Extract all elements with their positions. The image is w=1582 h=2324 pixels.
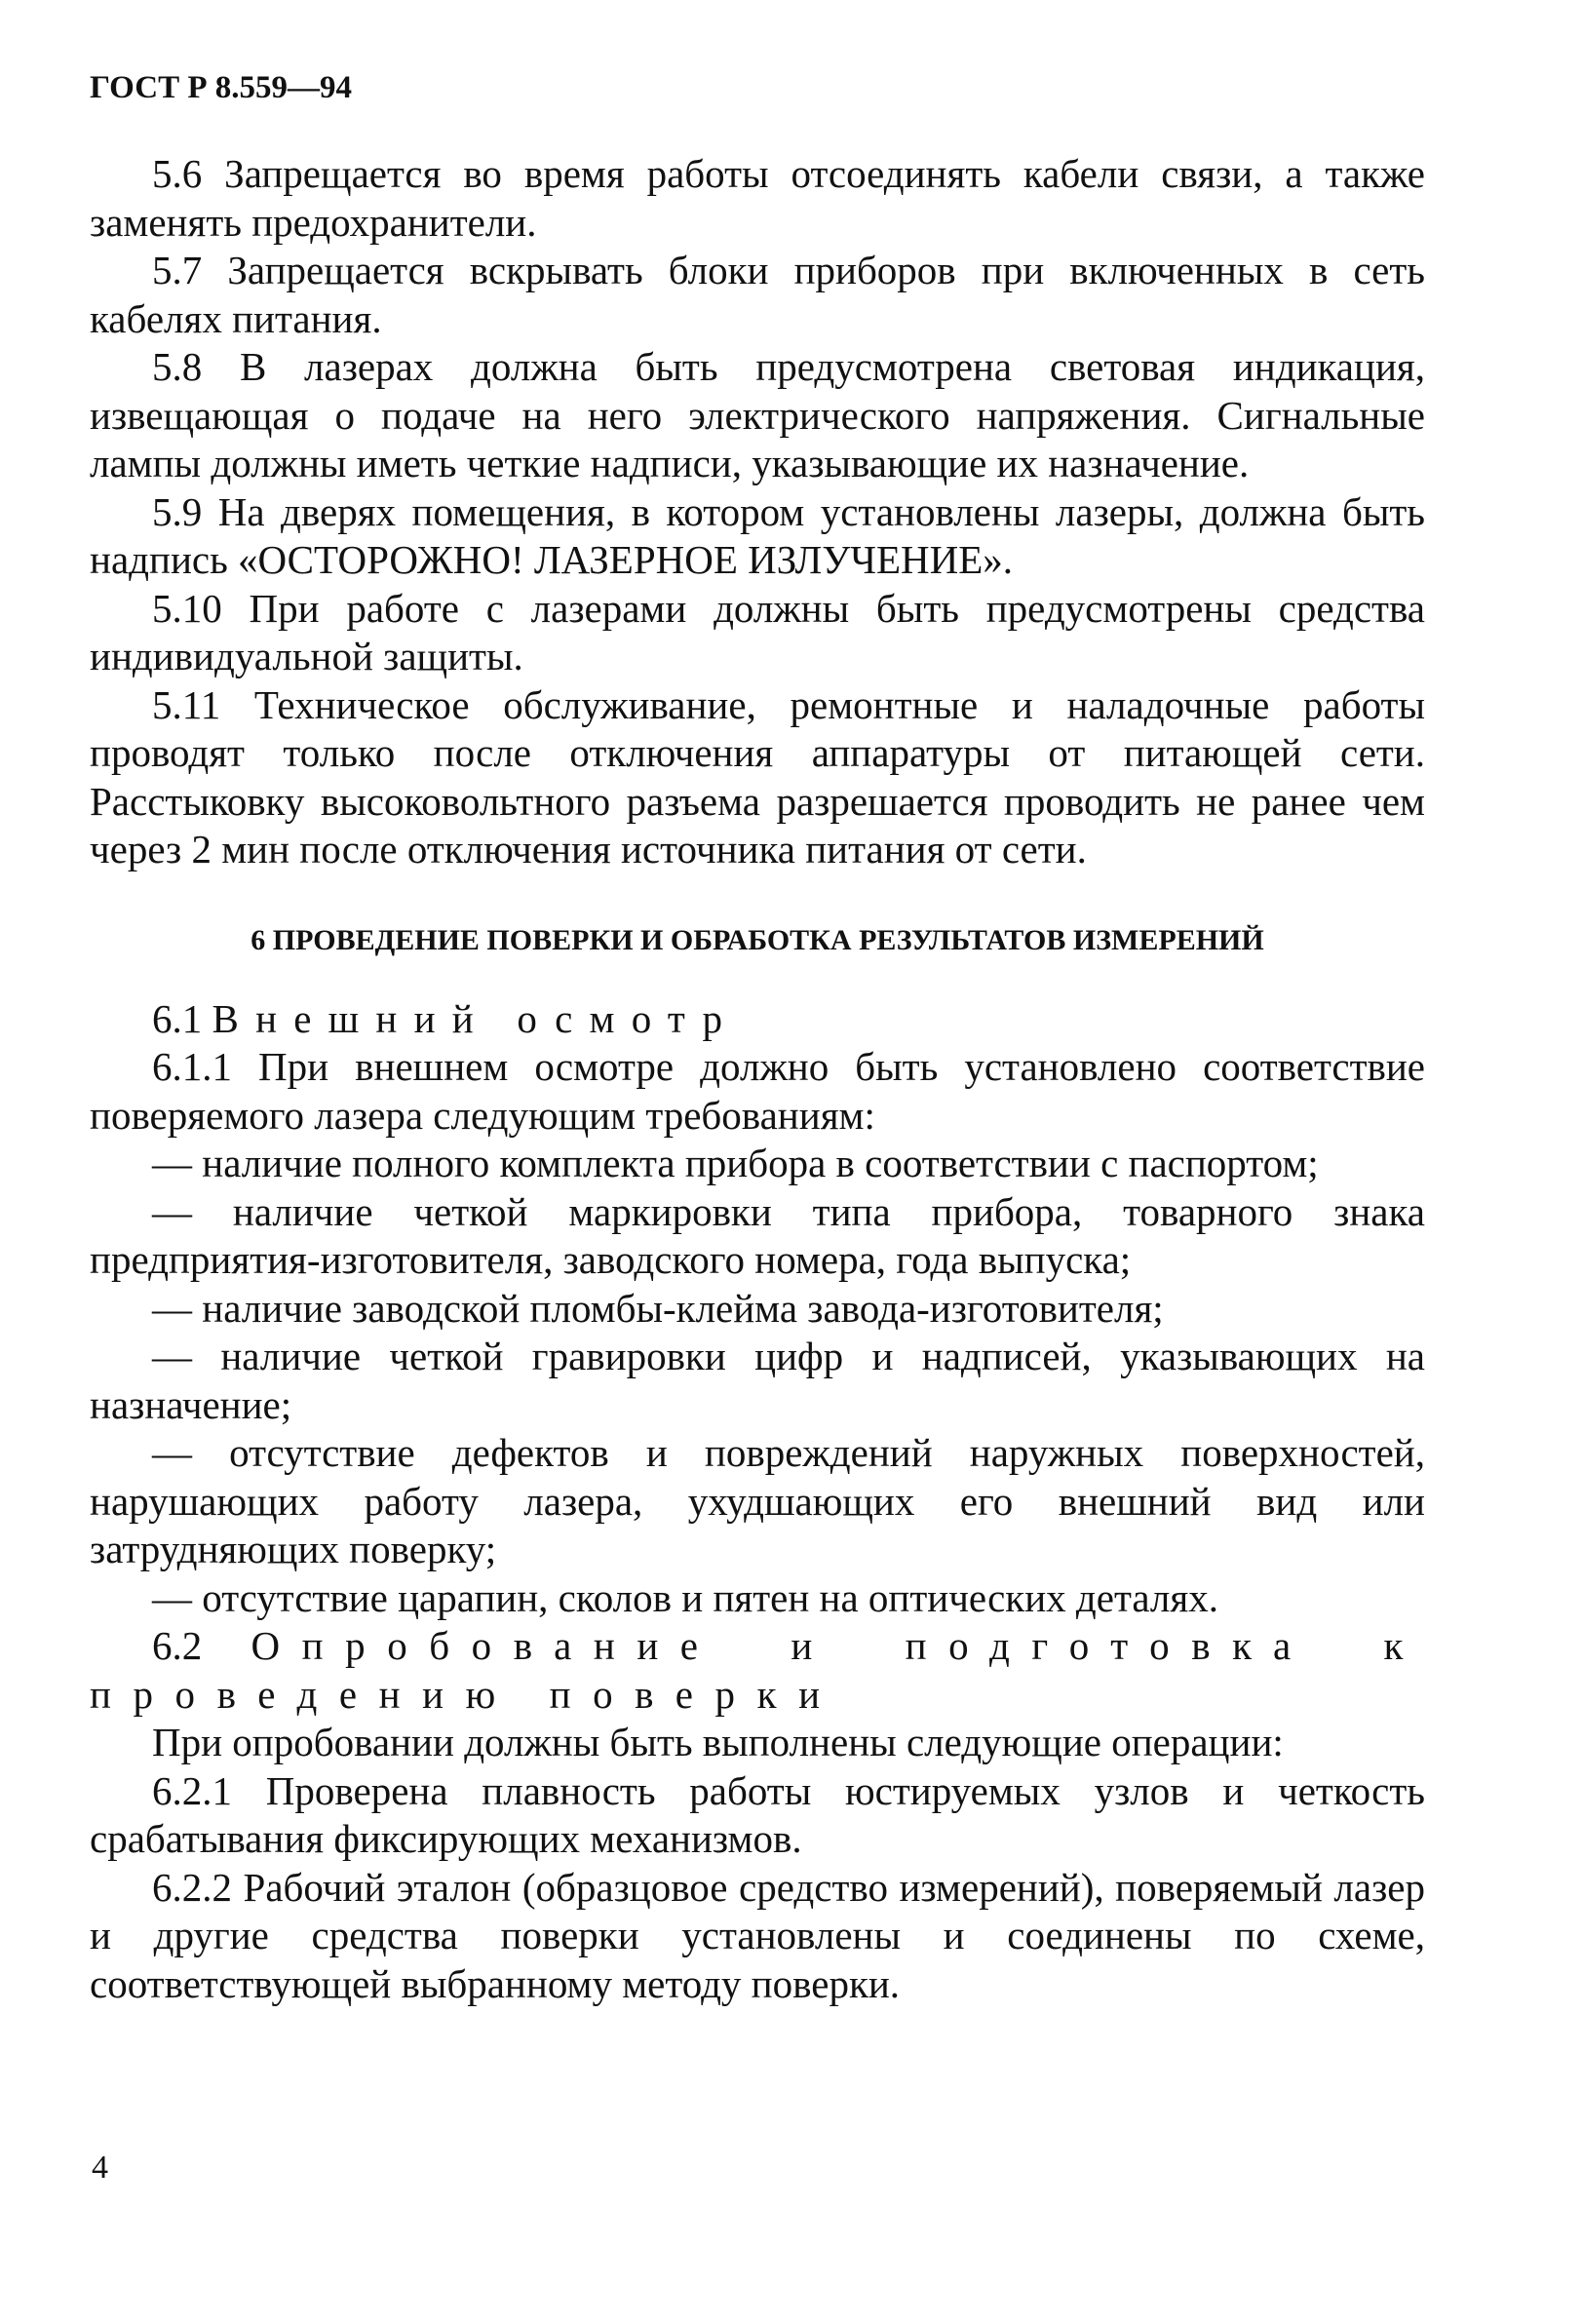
paragraph-5-9: 5.9 На дверях помещения, в котором установлены лазеры, должна быть надпись «ОСТОРОЖНО! ЛАЗЕРНОЕ ИЗЛУЧЕНИЕ». <box>90 488 1425 582</box>
paragraph-6-2-intro: При опробовании должны быть выполнены следующие операции: <box>152 1720 1284 1764</box>
paragraph-6-2-2: 6.2.2 Рабочий эталон (образцовое средство измерений), поверяемый лазер и другие средства поверки установлены и соединены по схеме, соответствующей выбранному методу поверки. <box>90 1864 1425 2006</box>
document-header: ГОСТ Р 8.559—94 <box>90 70 352 105</box>
paragraph-5-7: 5.7 Запрещается вскрывать блоки приборов при включенных в сеть кабелях питания. <box>90 248 1425 341</box>
subsection-6-1-heading <box>90 995 1425 1044</box>
list-item-defects: — отсутствие дефектов и повреждений наружных поверхностей, нарушающих работу лазера, ухудшающих его внешний вид или затрудняющих поверку; <box>90 1430 1425 1571</box>
section-6-heading: 6 ПРОВЕДЕНИЕ ПОВЕРКИ И ОБРАБОТКА РЕЗУЛЬТАТОВ ИЗМЕРЕНИЙ <box>251 923 1264 956</box>
list-item-complete-set: — наличие полного комплекта прибора в соответствии с паспортом; <box>152 1141 1319 1185</box>
paragraph-6-1-1: 6.1.1 При внешнем осмотре должно быть установлено соответствие поверяемого лазера следующим требованиям: <box>90 1044 1425 1138</box>
subsection-6-1-title: Внешний осмотр <box>212 995 740 1041</box>
paragraph-5-10: 5.10 При работе с лазерами должны быть предусмотрены средства индивидуальной защиты. <box>90 585 1425 678</box>
list-item-seal: — наличие заводской пломбы-клейма завода-изготовителя; <box>152 1285 1164 1331</box>
page-number: 4 <box>92 2150 108 2186</box>
subsection-6-2-heading <box>90 1622 1425 1719</box>
paragraph-5-6: 5.6 Запрещается во время работы отсоединять кабели связи, а также заменять предохранители. <box>90 151 1425 245</box>
subsection-6-1-number: 6.1 <box>152 995 203 1041</box>
paragraph-6-2-1: 6.2.1 Проверена плавность работы юстируемых узлов и четкость срабатывания фиксирующих механизмов. <box>90 1767 1425 1861</box>
list-item-engraving: — наличие четкой гравировки цифр и надписей, указывающих на назначение; <box>90 1334 1425 1427</box>
list-item-marking: — наличие четкой маркировки типа прибора, товарного знака предприятия-изготовителя, заводского номера, года выпуска; <box>90 1188 1425 1282</box>
paragraph-5-8: 5.8 В лазерах должна быть предусмотрена световая индикация, извещающая о подаче на него электрического напряжения. Сигнальные лампы должны иметь четкие надписи, указывающие их назначение. <box>90 344 1425 485</box>
document-page <box>90 68 1425 2008</box>
subsection-6-2-number: 6.2 <box>152 1623 203 1668</box>
list-item-scratches: — отсутствие царапин, сколов и пятен на оптических деталях. <box>152 1574 1218 1620</box>
subsection-6-2-title: Опробование и подготовка к проведению поверки <box>90 1623 1426 1717</box>
paragraph-5-11: 5.11 Техническое обслуживание, ремонтные и наладочные работы проводят только после отключения аппаратуры от питающей сети. Расстыковку высоковольтного разъема разрешается проводить не ранее чем через 2 мин после отключения источника питания от сети. <box>90 681 1425 872</box>
